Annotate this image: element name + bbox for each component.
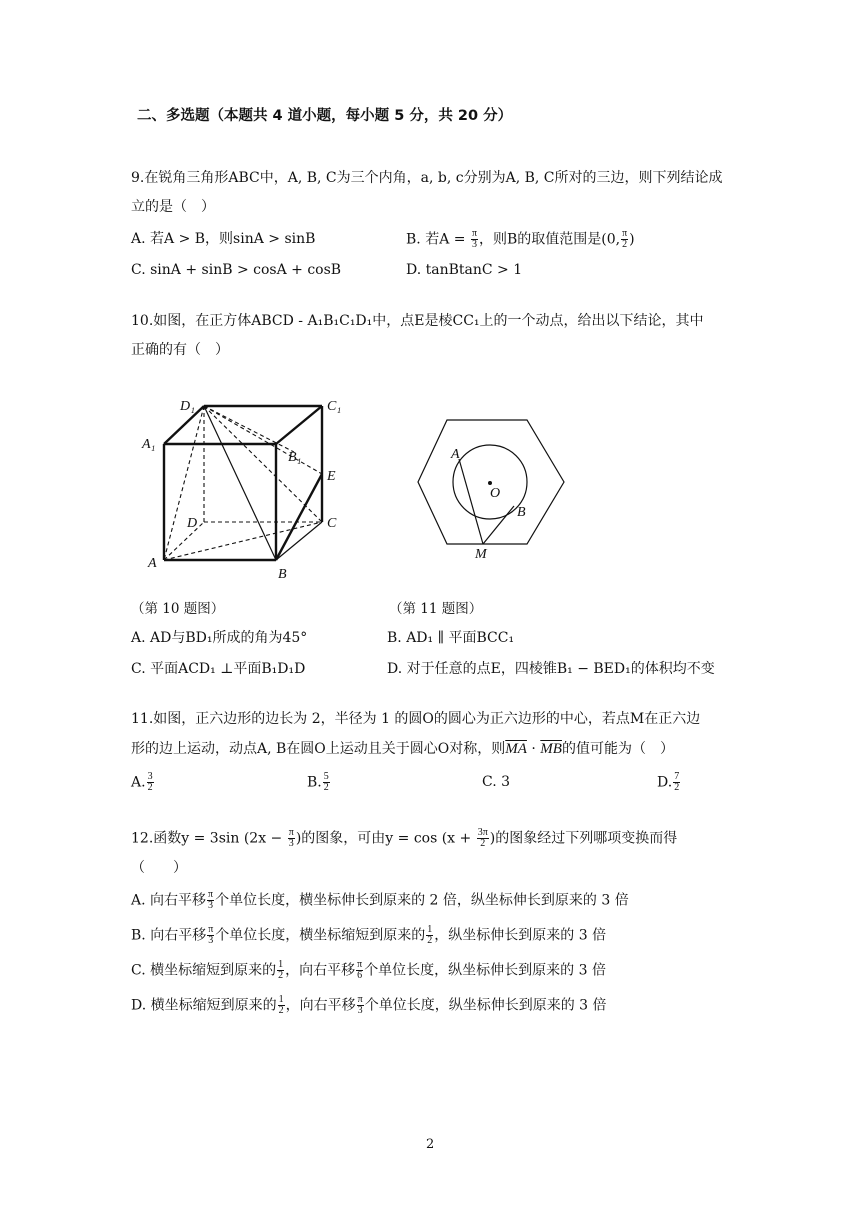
q12-stem-line2: （ ） <box>131 860 187 876</box>
label-b: B <box>278 567 287 582</box>
label-e: E <box>327 469 336 484</box>
diagonal-edge <box>204 406 276 560</box>
q10-option-d: D. 对于任意的点E，四棱锥B₁ − BED₁的体积均不变 <box>387 661 715 677</box>
q9-stem-line2: 立的是（ ） <box>131 199 215 215</box>
q9-option-a: A. 若A > B，则sinA > sinB <box>131 231 316 247</box>
q11-option-c: C. 3 <box>482 774 511 790</box>
q12-option-a: A. 向右平移 $\frac{\pi}{3}$ 个单位长度，横坐标伸长到原来的 2 倍，纵坐标伸长到原来的 3 倍 <box>131 889 629 911</box>
label-c1: C₁ <box>327 399 342 414</box>
label-b: B <box>517 505 526 520</box>
label-a: A <box>451 447 460 462</box>
q12-option-c: C. 横坐标缩短到原来的 $\frac{1}{2}$ ，向右平移 $\frac{\pi}{6}$ 个单位长度，纵坐标伸长到原来的 3 倍 <box>131 959 606 981</box>
q12-option-b: B. 向右平移 $\frac{\pi}{3}$ 个单位长度，横坐标缩短到原来的 $\frac{1}{2}$ ，纵坐标伸长到原来的 3 倍 <box>131 924 607 946</box>
q9-stem-line1: 9.在锐角三角形ABC中，A, B, C为三个内角，a, b, c分别为A, B, C所对的三边，则下列结论成 <box>131 170 723 186</box>
fraction: $\frac{\pi}{3}$ <box>471 228 477 250</box>
q9-option-d: D. tanBtanC > 1 <box>406 262 523 278</box>
q9-option-b: B. 若A = $\frac{\pi}{3}$ ，则B的取值范围是(0, $\frac{\pi}{2}$ ) <box>406 228 635 250</box>
label-b1: B₁ <box>288 450 302 465</box>
fraction: $\frac{\pi}{2}$ <box>622 228 628 250</box>
cube-edge <box>276 522 322 560</box>
hidden-edge <box>204 406 322 474</box>
center-point <box>488 481 492 485</box>
q11-option-b: B. $\frac{5}{2}$ <box>307 771 329 793</box>
hidden-edge <box>164 406 204 560</box>
q11-stem-line1: 11.如图，正六边形的边长为 2，半径为 1 的圆O的圆心为正六边形的中心，若点M在正六边 <box>131 711 701 727</box>
label-o: O <box>490 486 501 501</box>
label-m: M <box>475 547 487 562</box>
segment-ma <box>459 459 483 544</box>
q10-stem-line2: 正确的有（ ） <box>131 342 229 358</box>
section-title: 二、多选题（本题共 4 道小题，每小题 5 分，共 20 分） <box>137 108 513 124</box>
q10-option-a: A. AD与BD₁所成的角为45° <box>131 630 308 646</box>
q11-stem-line2: 形的边上运动，动点A, B在圆O上运动且关于圆心O对称，则$\overline{MA} \cdot \overline{MB}$的值可能为（ ） <box>131 741 674 757</box>
cube-figure <box>140 390 360 585</box>
vector-mb: $\overline{MB}$ <box>540 741 562 757</box>
cube-edge <box>276 474 322 560</box>
segment-mb <box>483 506 514 544</box>
q12-stem-line1: 12.函数y = 3sin (2x − $\frac{\pi}{3}$ )的图象，可由y = cos (x + $\frac{3\pi}{2}$ )的图象经过下列哪项变换而得 <box>131 827 678 849</box>
label-c: C <box>327 516 337 531</box>
hexagon-figure <box>410 410 570 565</box>
label-d1: D₁ <box>180 399 195 414</box>
q11-option-a: A. $\frac{3}{2}$ <box>131 771 153 793</box>
figure-10-caption: （第 10 题图） <box>131 601 225 617</box>
vector-ma: $\overline{MA}$ <box>505 741 527 757</box>
q9-option-c: C. sinA + sinB > cosA + cosB <box>131 262 342 278</box>
cube-edge <box>276 406 322 444</box>
q10-option-c: C. 平面ACD₁ ⊥平面B₁D₁D <box>131 661 306 677</box>
label-a: A <box>148 556 157 571</box>
q12-option-d: D. 横坐标缩短到原来的 $\frac{1}{2}$ ，向右平移 $\frac{\pi}{3}$ 个单位长度，纵坐标伸长到原来的 3 倍 <box>131 994 607 1016</box>
q11-option-d: D. $\frac{7}{2}$ <box>657 771 680 793</box>
page-number: 2 <box>426 1137 435 1152</box>
figure-11-caption: （第 11 题图） <box>389 601 483 617</box>
label-a1: A₁ <box>142 437 156 452</box>
hidden-edge <box>164 522 204 560</box>
q10-stem-line1: 10.如图，在正方体ABCD - A₁B₁C₁D₁中，点E是棱CC₁上的一个动点，给出以下结论，其中 <box>131 313 704 329</box>
label-d: D <box>187 516 198 531</box>
q10-option-b: B. AD₁ ∥ 平面BCC₁ <box>387 630 515 646</box>
